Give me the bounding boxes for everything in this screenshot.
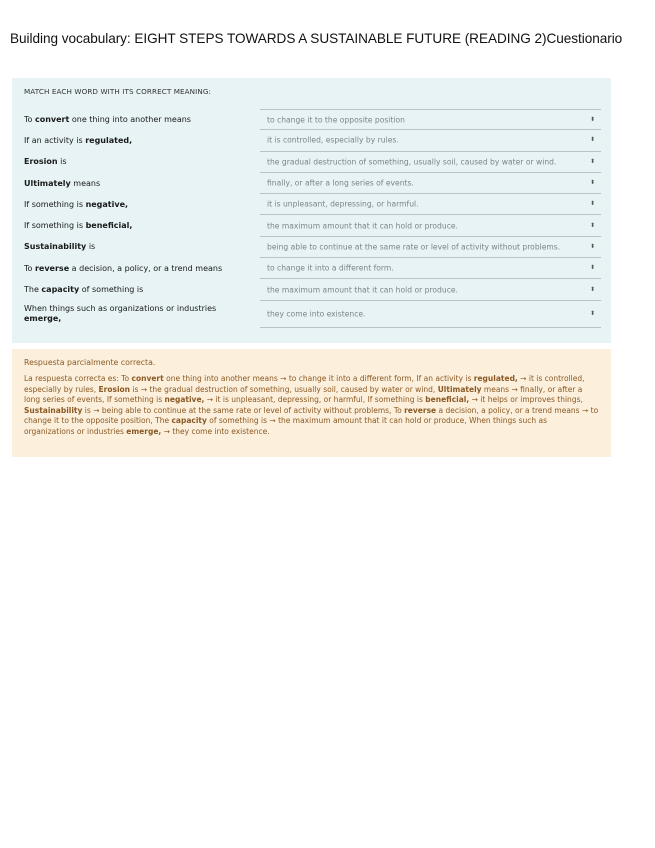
prompt-text: When things such as organizations or industries xyxy=(24,304,217,314)
feedback-answer: to change it to the opposite position xyxy=(24,405,599,426)
feedback-pair: To reverse a decision, a policy, or a trend means → to change it to the opposite position, xyxy=(24,405,599,426)
select-chevron-icon: ⬍ xyxy=(589,309,595,317)
answer-select[interactable] xyxy=(260,258,601,279)
feedback-term: regulated, xyxy=(473,374,518,383)
feedback-prompt-text: If something is xyxy=(106,395,165,405)
answer-select[interactable] xyxy=(260,194,601,215)
prompt-term: Sustainability xyxy=(24,242,87,252)
select-chevron-icon: ⬍ xyxy=(589,179,595,187)
answer-select[interactable] xyxy=(260,237,601,258)
feedback-term: reverse xyxy=(404,405,437,415)
feedback-panel xyxy=(12,349,611,457)
match-row xyxy=(12,152,611,173)
feedback-prompt-text: To xyxy=(121,374,132,383)
prompt-text: To xyxy=(24,263,35,273)
answer-select-value: it is unpleasant, depressing, or harmful. xyxy=(267,199,419,209)
arrow-icon: → xyxy=(280,374,287,383)
select-chevron-icon: ⬍ xyxy=(589,157,595,165)
feedback-intro: La respuesta correcta es: xyxy=(24,374,122,383)
feedback-answer: the gradual destruction of something, usually soil, caused by water or wind xyxy=(149,384,433,394)
match-row xyxy=(12,279,611,300)
feedback-answer: they come into existence. xyxy=(172,426,270,436)
match-prompt xyxy=(24,242,246,252)
feedback-pair: Ultimately means → finally, or after a long series of events, xyxy=(24,384,583,405)
answer-select[interactable] xyxy=(260,130,601,151)
feedback-pair: The capacity of something is → the maximum amount that it can hold or produce, xyxy=(155,416,470,426)
match-row xyxy=(12,237,611,258)
match-row xyxy=(12,109,611,130)
feedback-prompt-text: of something is xyxy=(206,416,267,426)
prompt-text: If an activity is xyxy=(24,135,86,145)
match-row xyxy=(12,301,611,328)
feedback-term: Erosion xyxy=(98,384,131,394)
match-prompt xyxy=(24,264,246,274)
select-chevron-icon: ⬍ xyxy=(589,136,595,144)
match-prompt xyxy=(24,179,246,189)
prompt-term: emerge, xyxy=(24,314,62,324)
feedback-status: Respuesta parcialmente correcta. xyxy=(24,358,156,367)
answer-select-value: the maximum amount that it can hold or produce. xyxy=(267,285,458,295)
answer-select-value: the maximum amount that it can hold or produce. xyxy=(267,221,458,231)
prompt-term: beneficial, xyxy=(85,221,133,231)
prompt-text: If something is xyxy=(24,199,86,209)
prompt-text: means xyxy=(70,178,101,188)
select-chevron-icon: ⬍ xyxy=(589,264,595,272)
feedback-pair: Erosion is → the gradual destruction of something, usually soil, caused by water or wind, xyxy=(98,384,438,394)
answer-select[interactable] xyxy=(260,279,601,300)
feedback-term: capacity xyxy=(171,416,207,426)
page-title: Building vocabulary: EIGHT STEPS TOWARDS A SUSTAINABLE FUTURE (READING 2)Cuestionario xyxy=(10,31,623,46)
feedback-answer: the maximum amount that it can hold or produce xyxy=(278,416,465,426)
match-row xyxy=(12,215,611,236)
arrow-icon: → xyxy=(93,405,100,415)
feedback-prompt-text: a decision, a policy, or a trend means xyxy=(436,405,580,415)
answer-select-value: finally, or after a long series of events. xyxy=(267,178,414,188)
answer-select-value: being able to continue at the same rate or level of activity without problems. xyxy=(267,242,561,252)
feedback-pair: Sustainability is → being able to continue at the same rate or level of activity without problems, xyxy=(24,405,394,415)
match-prompt xyxy=(24,157,246,167)
answer-select[interactable] xyxy=(260,301,601,328)
feedback-term: beneficial, xyxy=(425,395,470,405)
arrow-icon: → xyxy=(140,384,148,394)
match-prompt xyxy=(24,200,246,210)
feedback-answer: it is controlled, especially by rules xyxy=(24,374,585,394)
question-instructions: MATCH EACH WORD WITH ITS CORRECT MEANING: xyxy=(24,87,212,96)
feedback-prompt-text: The xyxy=(155,416,172,426)
feedback-pair: To convert one thing into another means → to change it into a different form, xyxy=(121,374,417,383)
select-chevron-icon: ⬍ xyxy=(589,242,595,250)
prompt-text: is xyxy=(86,242,96,252)
answer-select[interactable] xyxy=(260,109,601,130)
prompt-text: a decision, a policy, or a trend means xyxy=(69,263,223,273)
match-prompt xyxy=(24,221,246,231)
feedback-prompt-text: means xyxy=(481,384,510,394)
select-chevron-icon: ⬍ xyxy=(589,200,595,208)
feedback-prompt-text: When things such as organizations or industries xyxy=(24,416,548,436)
feedback-prompt-text: is xyxy=(130,384,139,394)
feedback-prompt-text: If an activity is xyxy=(416,374,474,383)
feedback-term: convert xyxy=(131,374,164,383)
match-prompt xyxy=(24,136,246,146)
prompt-term: convert xyxy=(34,114,70,124)
feedback-prompt-text: is xyxy=(82,405,91,415)
arrow-icon: → xyxy=(511,384,518,394)
feedback-prompt-text: To xyxy=(393,405,405,415)
feedback-prompt-text: If something is xyxy=(367,395,426,405)
answer-select[interactable] xyxy=(260,152,601,173)
match-row xyxy=(12,194,611,215)
match-row xyxy=(12,258,611,279)
match-prompt xyxy=(24,285,246,295)
feedback-pair: If an activity is regulated, → it is controlled, especially by rules, xyxy=(24,374,585,394)
answer-select-value: the gradual destruction of something, usually soil, caused by water or wind. xyxy=(267,157,557,167)
prompt-text: one thing into another means xyxy=(69,114,191,124)
match-prompt xyxy=(24,304,246,324)
select-chevron-icon: ⬍ xyxy=(589,221,595,229)
select-chevron-icon: ⬍ xyxy=(589,115,595,123)
prompt-text: The xyxy=(24,285,42,295)
feedback-pair: If something is beneficial, → it helps or improves things, xyxy=(367,395,583,405)
match-prompt xyxy=(24,115,246,125)
prompt-text: To xyxy=(24,114,35,124)
feedback-term: Ultimately xyxy=(437,384,482,394)
arrow-icon: → xyxy=(206,395,214,405)
feedback-pair: If something is negative, → it is unpleasant, depressing, or harmful, xyxy=(106,395,368,405)
prompt-text: If something is xyxy=(24,221,86,231)
feedback-term: negative, xyxy=(164,395,205,405)
prompt-term: Ultimately xyxy=(24,178,71,188)
feedback-term: Sustainability xyxy=(24,405,83,415)
question-panel xyxy=(12,78,611,343)
feedback-text xyxy=(24,374,599,438)
feedback-answer: being able to continue at the same rate or level of activity without problems xyxy=(101,405,390,415)
arrow-icon: → xyxy=(471,395,478,405)
prompt-term: negative, xyxy=(85,199,129,209)
arrow-icon: → xyxy=(520,374,527,383)
match-row xyxy=(12,130,611,151)
feedback-answer: to change it into a different form xyxy=(288,374,412,383)
match-row xyxy=(12,173,611,194)
answer-select-value: they come into existence. xyxy=(267,309,366,319)
answer-select[interactable] xyxy=(260,215,601,236)
prompt-term: capacity xyxy=(41,285,80,295)
feedback-term: emerge, xyxy=(126,426,162,436)
answer-select[interactable] xyxy=(260,173,601,194)
answer-select-value: it is controlled, especially by rules. xyxy=(267,135,399,145)
feedback-prompt-text: one thing into another means xyxy=(163,374,278,383)
prompt-text: of something is xyxy=(79,285,144,295)
answer-select-value: to change it to the opposite position xyxy=(267,115,405,125)
feedback-answer: finally, or after a long series of events xyxy=(24,384,583,405)
match-rows xyxy=(12,109,611,328)
prompt-term: reverse xyxy=(34,263,70,273)
select-chevron-icon: ⬍ xyxy=(589,285,595,293)
feedback-answer: it helps or improves things xyxy=(480,395,581,405)
arrow-icon: → xyxy=(269,416,276,426)
answer-select-value: to change it into a different form. xyxy=(267,263,394,273)
arrow-icon: → xyxy=(581,405,589,415)
prompt-text: is xyxy=(57,157,67,167)
arrow-icon: → xyxy=(163,426,170,436)
feedback-answer: it is unpleasant, depressing, or harmful xyxy=(215,395,363,405)
prompt-term: Erosion xyxy=(24,157,58,167)
prompt-term: regulated, xyxy=(85,135,133,145)
